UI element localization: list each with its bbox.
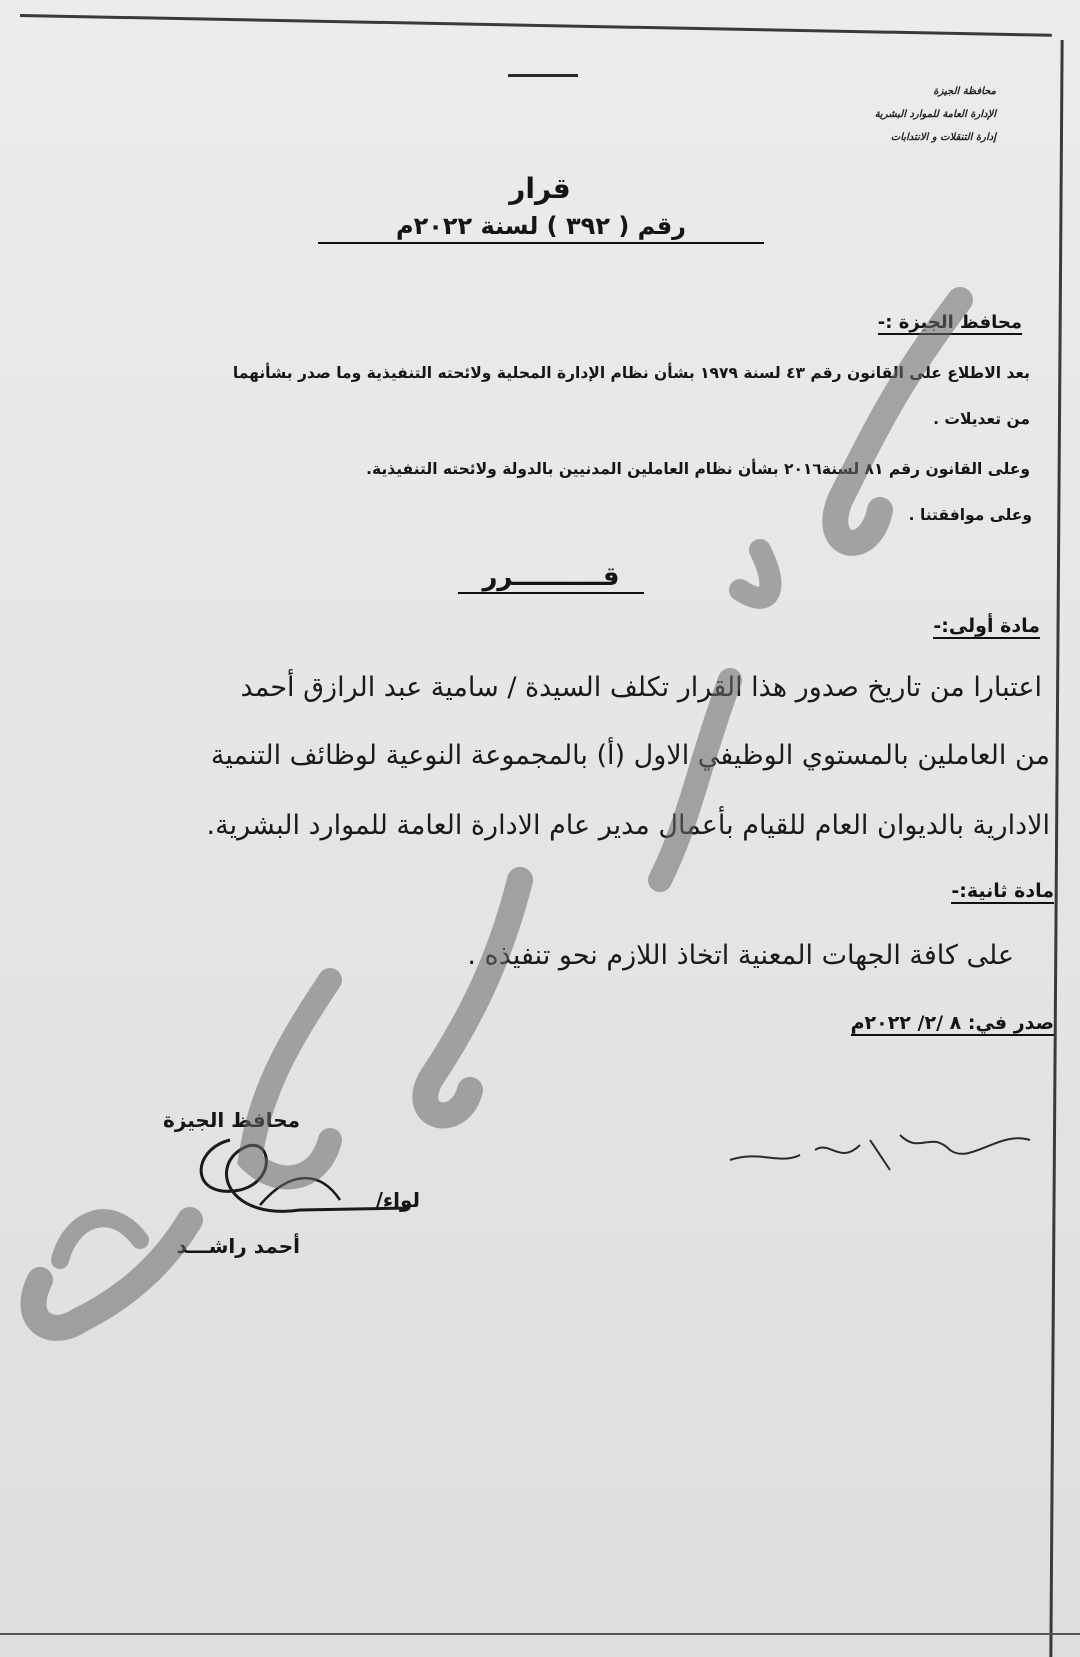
diagonal-watermark: [0, 260, 1080, 1460]
preamble-line-2: وعلى القانون رقم ٨١ لسنة٢٠١٦ بشأن نظام العاملين المدنيين بالدولة ولائحته التنفيذية.: [366, 460, 1030, 478]
preamble-line-3: وعلى موافقتنا .: [908, 506, 1032, 524]
decision-title: قرار: [509, 172, 571, 205]
preamble-line-1: بعد الاطلاع على القانون رقم ٤٣ لسنة ١٩٧٩ بشأن نظام الإدارة المحلية ولائحته التنفيذية وما صدر بشأنهما: [232, 364, 1030, 382]
preamble-line-1b: من تعديلات .: [933, 410, 1030, 428]
article-2-line-1: على كافة الجهات المعنية اتخاذ اللازم نحو تنفيذه .: [467, 940, 1014, 971]
top-border-line: [20, 14, 1052, 37]
bottom-border-line: [0, 1633, 1080, 1635]
signature-rank: لواء/: [375, 1188, 420, 1212]
signature-name: أحمد راشـــد: [176, 1234, 300, 1258]
article-1-line-1: اعتبارا من تاريخ صدور هذا القرار تكلف السيدة / سامية عبد الرازق أحمد: [240, 672, 1042, 703]
handwritten-initials: [720, 1110, 1050, 1200]
article-2-label: مادة ثانية:-: [951, 880, 1054, 902]
letterhead-line-transfers: إدارة التنقلات و الانتدابات: [890, 132, 996, 143]
governor-label: محافظ الجيزة :-: [877, 312, 1022, 333]
letterhead: [875, 80, 996, 149]
article-1-line-3: الادارية بالديوان العام للقيام بأعمال مدير عام الادارة العامة للموارد البشرية.: [206, 810, 1050, 841]
issued-date: صدر في: ٨ /٢/ ٢٠٢٢م: [850, 1012, 1054, 1034]
signature-title: محافظ الجيزة: [163, 1108, 300, 1132]
right-border-line: [1049, 40, 1063, 1657]
letterhead-line-hr: الإدارة العامة للموارد البشرية: [874, 109, 996, 120]
article-1-line-2: من العاملين بالمستوي الوظيفي الاول (أ) بالمجموعة النوعية لوظائف التنمية: [210, 740, 1050, 771]
header-dash: [508, 74, 578, 77]
decided-heading: قــــــــــرر: [458, 562, 644, 594]
decision-number: رقم ( ٣٩٢ ) لسنة ٢٠٢٢م: [318, 212, 764, 244]
letterhead-line-governorate: محافظة الجيزة: [933, 86, 996, 97]
article-1-label: مادة أولى:-: [933, 615, 1040, 637]
